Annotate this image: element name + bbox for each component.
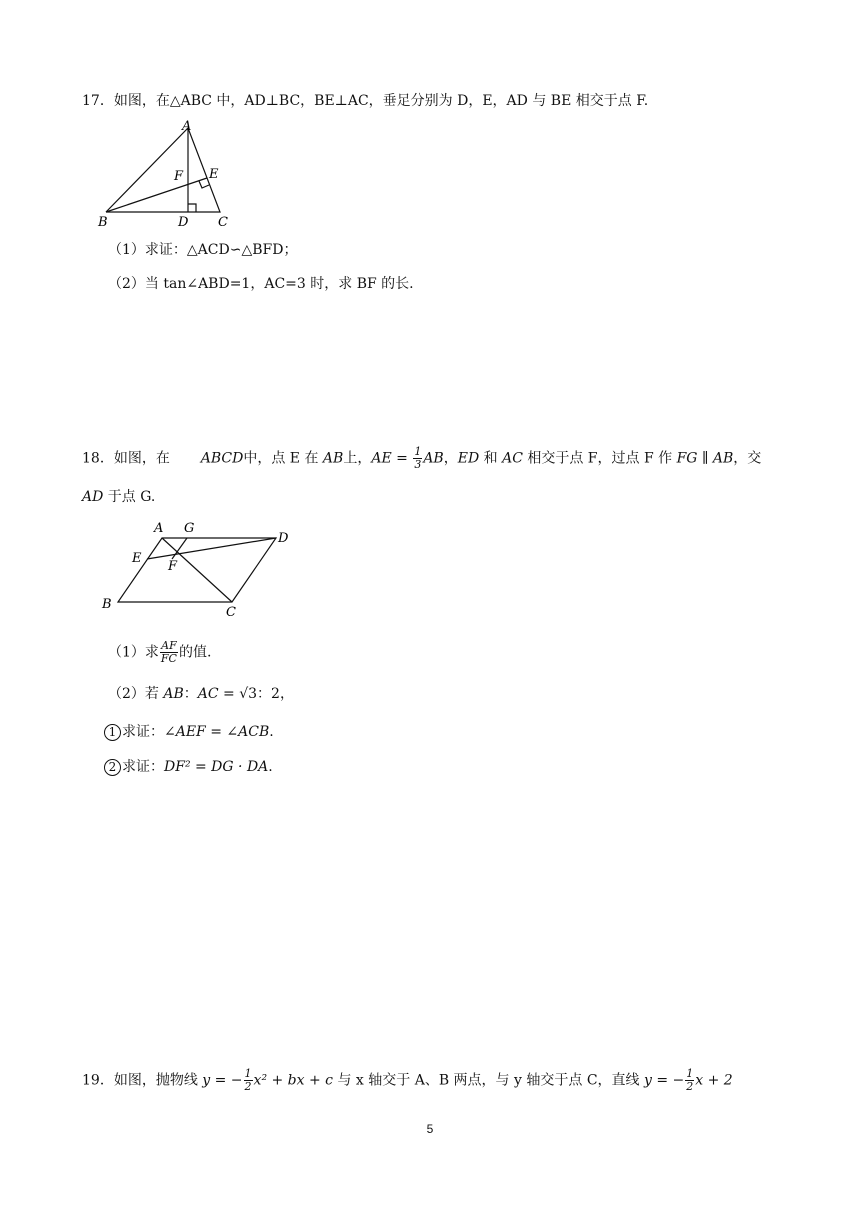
q18-part2 bbox=[108, 684, 294, 704]
q19-stem bbox=[82, 1068, 733, 1093]
q18-s12: AC bbox=[502, 450, 523, 467]
q18-s8: AB bbox=[423, 450, 444, 467]
q18-label-e: E bbox=[132, 551, 142, 566]
q18-sub1 bbox=[104, 722, 274, 742]
q18-sub1a: 求证： bbox=[122, 724, 164, 740]
q18-stem-line1 bbox=[82, 446, 761, 471]
q18-segment-ed bbox=[147, 538, 276, 559]
q18-stem-line2 bbox=[82, 487, 155, 507]
q18-sub2 bbox=[104, 757, 273, 777]
q18-l2a: AD bbox=[82, 489, 104, 505]
q17-label-c: C bbox=[218, 215, 228, 230]
q17-triangle-abc bbox=[106, 128, 220, 212]
q17-altitude-be bbox=[106, 178, 207, 212]
q18-p2c: ： bbox=[183, 686, 198, 702]
q18-s6: AE bbox=[371, 450, 392, 467]
q18-s9: ， bbox=[443, 450, 458, 467]
page-number: 5 bbox=[426, 1122, 434, 1136]
circled-number-2: 2 bbox=[104, 759, 121, 776]
q18-p2b: AB bbox=[163, 686, 184, 702]
q18-s13: 相交于点 F，过点 F 作 bbox=[522, 450, 677, 467]
circled-number-1: 1 bbox=[104, 724, 121, 741]
q17-label-e: E bbox=[209, 167, 219, 182]
q17-stem: 17．如图，在△ABC 中，AD⊥BC，BE⊥AC，垂足分别为 D，E，AD 与 BE 相交于点 F. bbox=[82, 93, 649, 109]
q18-s11: 和 bbox=[479, 450, 503, 467]
q18-s3: 中，点 E 在 bbox=[243, 450, 319, 467]
q17-part2: （2）当 tan∠ABD=1，AC=3 时，求 BF 的长. bbox=[108, 276, 414, 292]
q19-s5: y = − bbox=[643, 1072, 685, 1089]
q18-p2a: （2）若 bbox=[108, 686, 164, 702]
q18-s10: ED bbox=[457, 450, 480, 467]
q18-sub1c: . bbox=[269, 724, 274, 740]
q18-s14: FG ∥ AB bbox=[676, 450, 734, 467]
q18-fraction-one-third: $\frac{1}{3}$ bbox=[414, 445, 422, 471]
q18-p1a: （1）求 bbox=[108, 644, 159, 661]
q17-label-f: F bbox=[174, 169, 184, 184]
q18-part1 bbox=[108, 640, 211, 665]
q18-label-b: B bbox=[102, 597, 112, 612]
q19-fraction-2: $\frac{1}{2}$ bbox=[686, 1067, 694, 1093]
q18-fraction-af-fc: $\frac{AF}{FC}$ bbox=[160, 639, 177, 665]
q17-label-b: B bbox=[98, 215, 108, 230]
q19-s6: x + 2 bbox=[695, 1072, 733, 1089]
q18-sub2a: 求证： bbox=[122, 759, 164, 775]
q17-label-a: A bbox=[182, 119, 192, 134]
q19-s2: y = − bbox=[202, 1072, 243, 1089]
q17-label-d: D bbox=[178, 215, 189, 230]
q18-sub1b: ∠AEF = ∠ACB bbox=[164, 724, 270, 740]
q18-s1: 18．如图，在 bbox=[82, 450, 170, 467]
q18-sub2b: DF² = DG · DA bbox=[164, 759, 269, 775]
q18-label-d: D bbox=[278, 531, 289, 546]
q18-s5: 上， bbox=[343, 450, 372, 467]
q18-label-c: C bbox=[226, 605, 236, 620]
q17-figure bbox=[96, 118, 246, 230]
q18-p2d: AC bbox=[197, 686, 219, 702]
q17-part1: （1）求证：△ACD∽△BFD； bbox=[108, 242, 298, 258]
q19-fraction-1: $\frac{1}{2}$ bbox=[244, 1067, 252, 1093]
q18-p2e: = √3：2， bbox=[218, 686, 294, 702]
q18-parallelogram-name: ABCD bbox=[200, 450, 244, 467]
q18-sub2c: . bbox=[268, 759, 273, 775]
q18-p1b: 的值. bbox=[178, 644, 212, 661]
q18-s7: = bbox=[391, 450, 413, 467]
q18-s15: ，交 bbox=[733, 450, 762, 467]
q19-s1: 19．如图，抛物线 bbox=[82, 1072, 203, 1089]
q19-s4: 与 x 轴交于 A、B 两点，与 y 轴交于点 C，直线 bbox=[333, 1072, 644, 1089]
q18-label-g: G bbox=[184, 521, 195, 536]
q18-figure bbox=[100, 516, 300, 620]
q18-s4: AB bbox=[322, 450, 344, 467]
q17-right-angle-e bbox=[199, 181, 209, 188]
q18-label-f: F bbox=[168, 559, 178, 574]
q18-label-a: A bbox=[154, 521, 164, 536]
q18-l2b: 于点 G. bbox=[103, 489, 156, 505]
q17-right-angle-d bbox=[188, 204, 196, 212]
q19-s3: x² + bx + c bbox=[253, 1072, 334, 1089]
